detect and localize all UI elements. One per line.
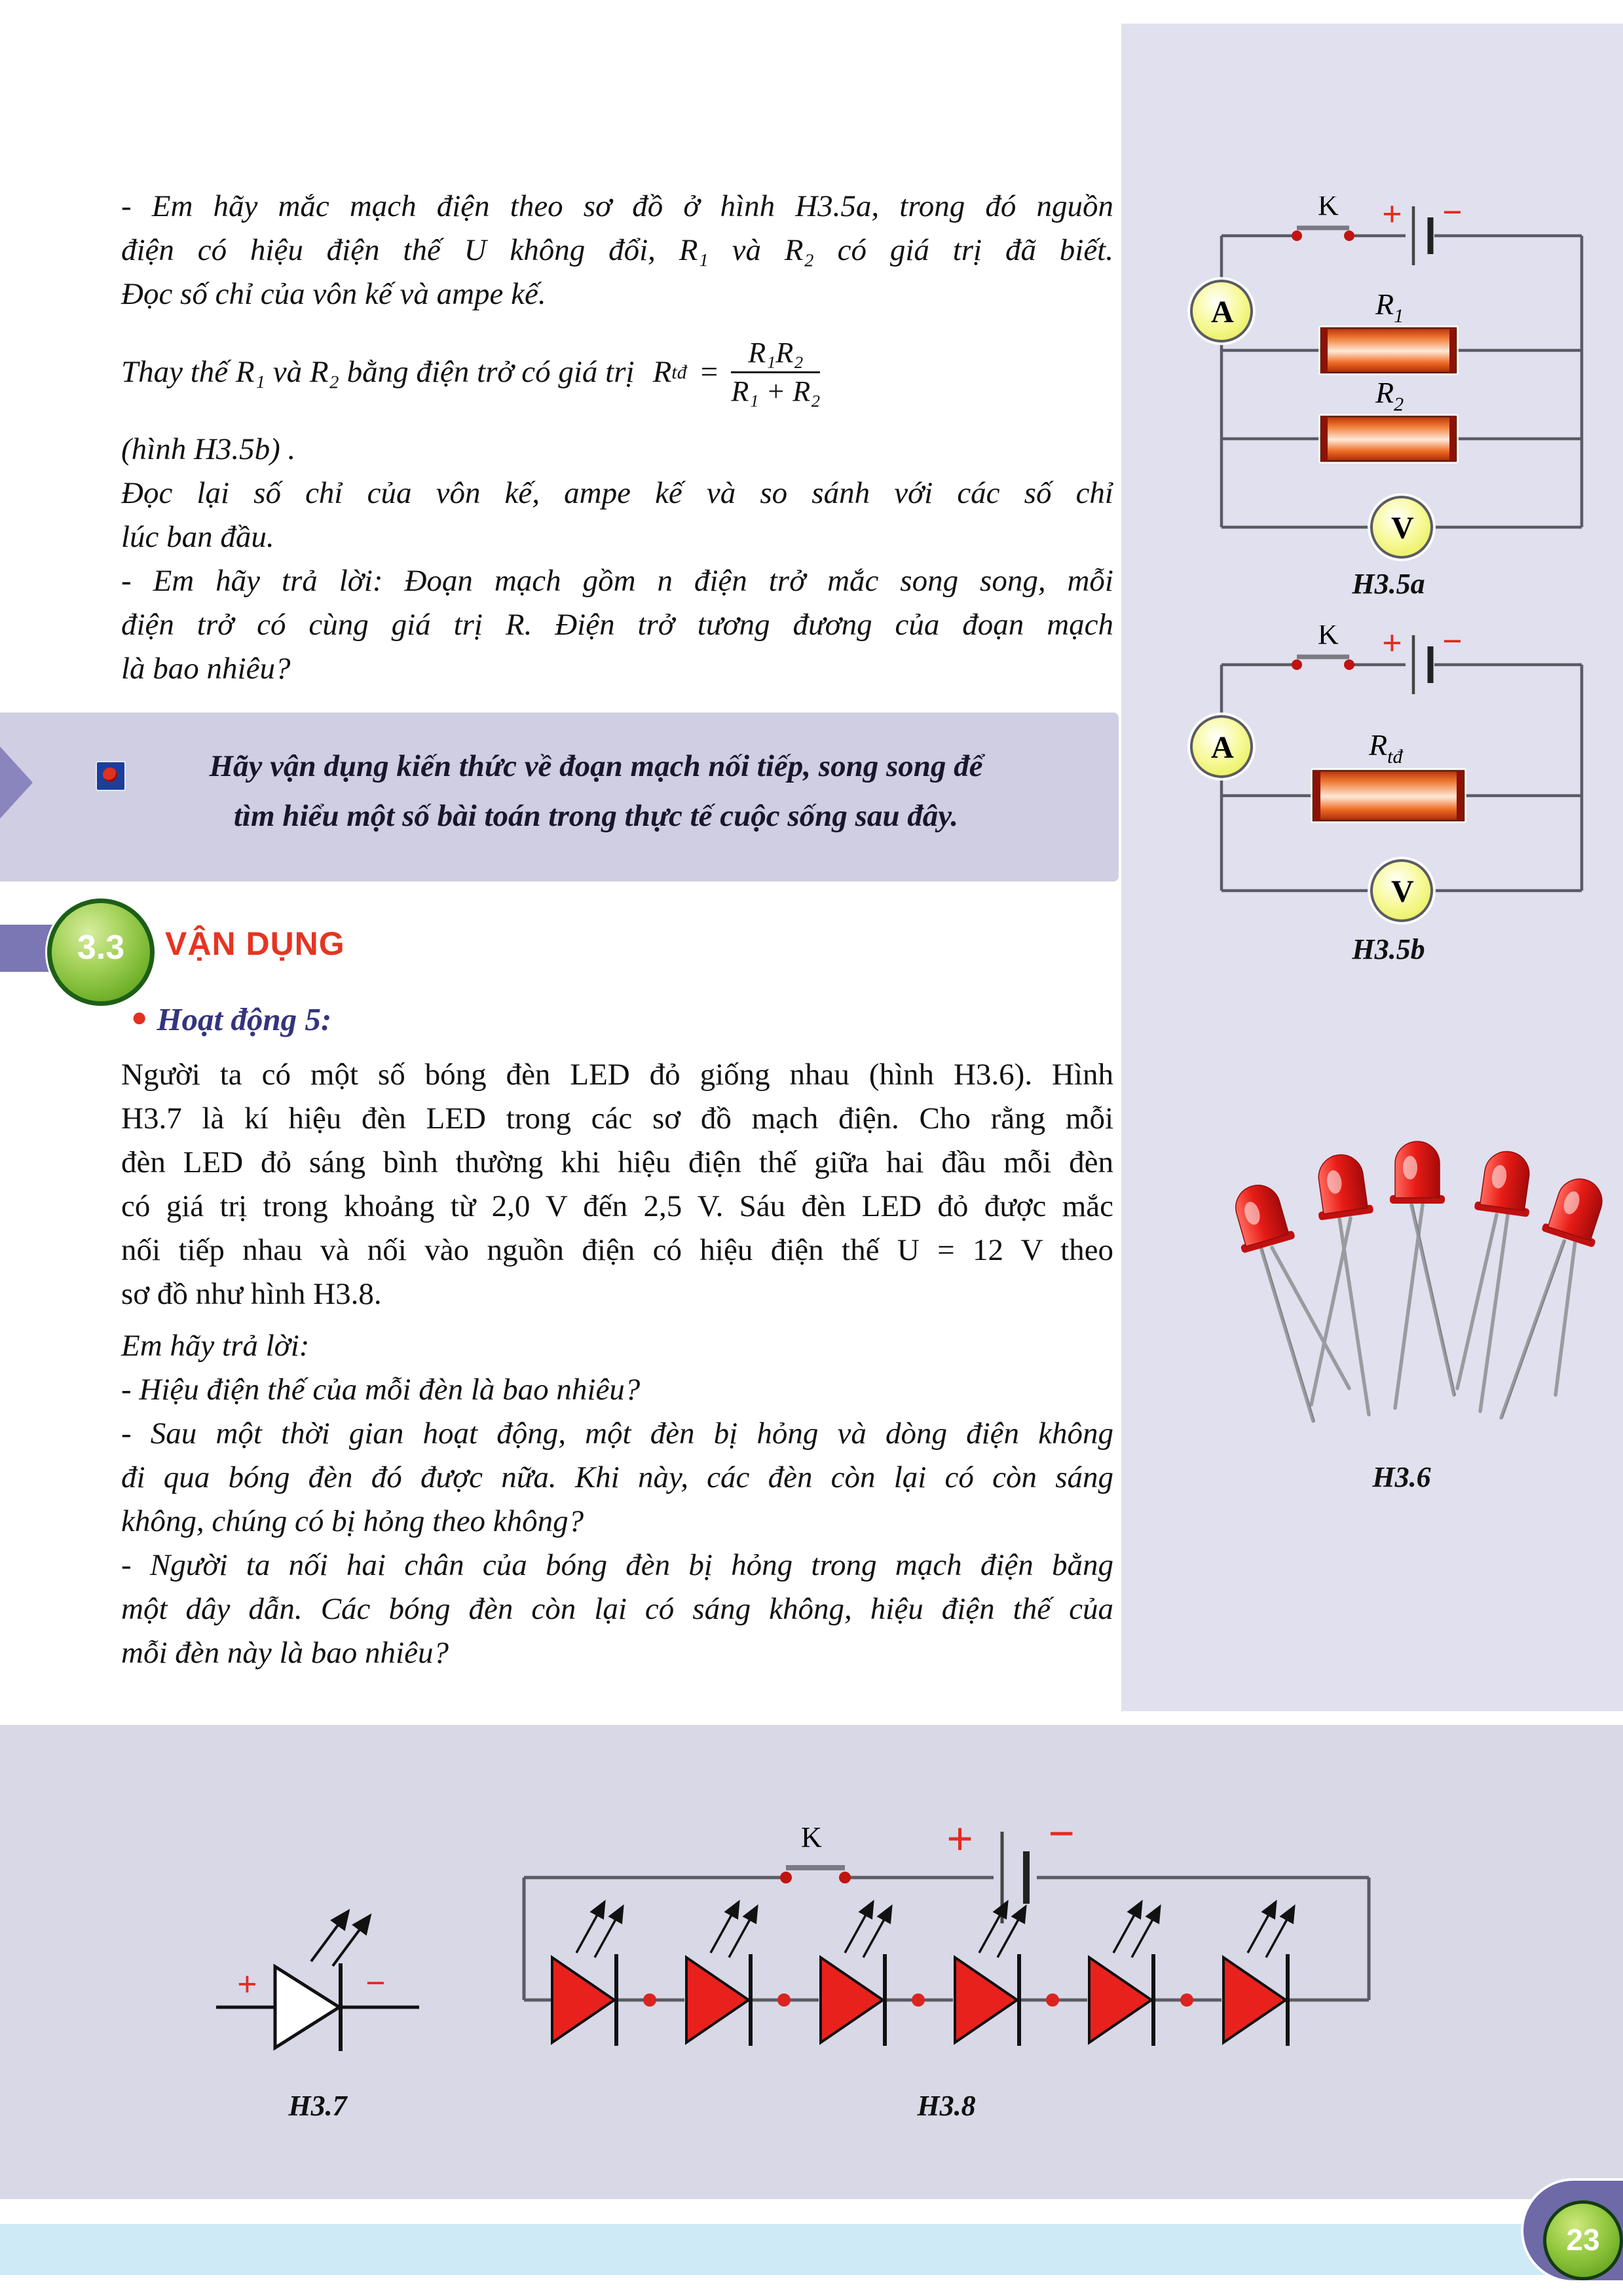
voltmeter-label: V bbox=[1391, 511, 1414, 546]
led-chain bbox=[552, 1902, 1294, 2046]
switch-contact bbox=[1344, 659, 1354, 670]
question-list bbox=[121, 1324, 1113, 1675]
text-line: - Hiệu điện thế của mỗi đèn là bao nhiêu? bbox=[121, 1373, 641, 1407]
battery-plus: + bbox=[1382, 196, 1402, 234]
switch-contact bbox=[1292, 659, 1302, 670]
resistor1-cap bbox=[1449, 328, 1456, 373]
led-symbol bbox=[1089, 1902, 1160, 2046]
text-line: Em hãy trả lời: bbox=[121, 1329, 310, 1363]
fraction-numerator: R₁R₂ bbox=[748, 336, 804, 369]
figure-caption: H3.7 bbox=[288, 2090, 347, 2122]
section-title: VẬN DỤNG bbox=[165, 925, 345, 962]
figure-caption: H3.8 bbox=[917, 2090, 976, 2122]
resistor-cap bbox=[1313, 771, 1320, 821]
banner-line: tìm hiểu một số bài toán trong thực tế cuộc sống sau đây. bbox=[233, 799, 959, 833]
formula-lhs: R bbox=[652, 354, 672, 389]
resistor2-label: $R_2$ bbox=[1375, 376, 1404, 415]
section-number: 3.3 bbox=[77, 929, 125, 967]
text-line: không, chúng có bị hỏng theo không? bbox=[121, 1504, 584, 1538]
page-number: 23 bbox=[1566, 2223, 1600, 2257]
series-led-circuit-h38 bbox=[488, 1796, 1405, 2087]
resistor1 bbox=[1321, 328, 1456, 373]
switch-contact bbox=[780, 1872, 792, 1883]
text-line: Người ta có một số bóng đèn LED đỏ giống nhau (hình H3.6). Hình bbox=[121, 1058, 1113, 1092]
text-line: sơ đồ như hình H3.8. bbox=[121, 1277, 382, 1311]
formula-fraction bbox=[731, 335, 820, 410]
footer-blue-band bbox=[0, 2224, 1623, 2275]
text-line: lúc ban đầu. bbox=[121, 520, 274, 554]
text-line: nối tiếp nhau và nối vào nguồn điện có hiệu điện thế U = 12 V theo bbox=[121, 1233, 1113, 1267]
resistor-td-label: $R_{tđ}$ bbox=[1369, 728, 1403, 768]
text-line: - Em hãy mắc mạch điện theo sơ đồ ở hình H3.5a, trong đó nguồn bbox=[121, 189, 1113, 223]
minus-sign: − bbox=[365, 1963, 386, 2003]
led-symbol bbox=[552, 1902, 623, 2046]
diode-triangle bbox=[275, 1967, 339, 2048]
activity-marker-icon bbox=[96, 761, 126, 791]
text-line: - Em hãy trả lời: Đoạn mạch gồm n điện trở mắc song song, mỗi bbox=[121, 564, 1113, 598]
text-line: mỗi đèn này là bao nhiêu? bbox=[121, 1636, 449, 1670]
led-symbol-h37 bbox=[210, 1886, 426, 2083]
resistor2 bbox=[1321, 417, 1456, 461]
resistor-cap bbox=[1457, 771, 1464, 821]
bullet-icon: ● bbox=[131, 1003, 148, 1033]
figure-caption: H3.6 bbox=[1372, 1461, 1431, 1493]
text-line: đèn LED đỏ sáng bình thường khi hiệu điện thế giữa hai đầu mỗi đèn bbox=[121, 1145, 1113, 1179]
switch-contact bbox=[1344, 231, 1354, 241]
led-symbol bbox=[1223, 1902, 1294, 2046]
intro-paragraph bbox=[121, 185, 1113, 691]
equivalent-resistance-formula bbox=[121, 316, 1113, 428]
switch-label: K bbox=[1318, 196, 1339, 221]
formula-lhs-subscript: tđ bbox=[671, 361, 687, 383]
led bbox=[1311, 1151, 1373, 1221]
led bbox=[1541, 1172, 1605, 1248]
voltmeter-label: V bbox=[1391, 874, 1414, 909]
text-line: điện trở có cùng giá trị R. Điện trở tương đương của đoạn mạch bbox=[121, 608, 1113, 642]
led-photo bbox=[1199, 1107, 1605, 1447]
text-line: Đọc lại số chỉ của vôn kế, ampe kế và so sánh với các số chỉ bbox=[121, 476, 1113, 510]
battery-minus: − bbox=[1048, 1807, 1075, 1860]
text-line: (hình H3.5b) . bbox=[121, 432, 296, 466]
text-line: - Sau một thời gian hoạt động, một đèn bị hỏng và dòng điện không bbox=[121, 1416, 1113, 1451]
formula-prefix: Thay thế R₁ và R₂ bằng điện trở có giá trị bbox=[121, 354, 635, 389]
led bbox=[1474, 1148, 1537, 1217]
switch-label: K bbox=[801, 1821, 822, 1853]
switch-label: K bbox=[1318, 625, 1339, 650]
battery-minus: − bbox=[1442, 625, 1463, 661]
text-line: H3.7 là kí hiệu đèn LED trong các sơ đồ mạch điện. Cho rằng mỗi bbox=[121, 1102, 1113, 1136]
text-line: đi qua bóng đèn đó được nữa. Khi này, các đèn còn lại có còn sáng bbox=[121, 1460, 1113, 1494]
figure-caption: H3.5b bbox=[1352, 933, 1425, 965]
battery-plus: + bbox=[946, 1813, 974, 1865]
led-legs bbox=[1261, 1205, 1575, 1421]
resistor2-cap bbox=[1321, 417, 1328, 461]
text-line: Đọc số chỉ của vôn kế và ampe kế. bbox=[121, 277, 546, 311]
led bbox=[1390, 1141, 1445, 1204]
section-number-badge bbox=[47, 898, 155, 1006]
ammeter-label: A bbox=[1211, 295, 1234, 329]
figure-caption: H3.5a bbox=[1352, 568, 1425, 600]
page-number-badge bbox=[1543, 2200, 1623, 2280]
activity-title: Hoạt động 5: bbox=[157, 1001, 332, 1037]
text-line: là bao nhiêu? bbox=[121, 652, 291, 686]
circuit-diagram-h35b bbox=[1172, 625, 1605, 927]
activity-heading bbox=[131, 1001, 331, 1038]
resistor1-label: $R_1$ bbox=[1375, 287, 1404, 327]
red-dot-icon bbox=[103, 768, 117, 782]
led-symbol bbox=[955, 1902, 1026, 2046]
circuit-diagram-h35a bbox=[1172, 196, 1605, 563]
plus-sign: + bbox=[237, 1965, 257, 2004]
ammeter-label: A bbox=[1211, 730, 1234, 765]
led-symbol bbox=[686, 1902, 757, 2046]
banner-text bbox=[124, 741, 1068, 841]
banner-line: Hãy vận dụng kiến thức về đoạn mạch nối tiếp, song song để bbox=[209, 749, 983, 783]
led-bodies bbox=[1225, 1141, 1605, 1253]
led-symbol bbox=[821, 1902, 891, 2046]
text-line: có giá trị trong khoảng từ 2,0 V đến 2,5 V. Sáu đèn LED đỏ được mắc bbox=[121, 1189, 1113, 1223]
resistor2-cap bbox=[1449, 417, 1456, 461]
switch-contact bbox=[839, 1872, 851, 1883]
resistor1-cap bbox=[1321, 328, 1328, 373]
resistor-td bbox=[1313, 771, 1464, 821]
formula-expression bbox=[653, 335, 821, 410]
equals-sign: = bbox=[698, 354, 720, 389]
fraction-denominator: R₁ + R₂ bbox=[731, 371, 820, 410]
led bbox=[1225, 1179, 1296, 1253]
battery-plus: + bbox=[1382, 625, 1402, 663]
text-line: điện có hiệu điện thế U không đổi, R₁ và R₂ có giá trị đã biết. bbox=[121, 233, 1113, 267]
text-line: một dây dẫn. Các bóng đèn còn lại có sáng không, hiệu điện thế của bbox=[121, 1592, 1113, 1626]
circuit-wires bbox=[1222, 236, 1582, 527]
battery-minus: − bbox=[1442, 196, 1463, 232]
switch-contact bbox=[1292, 231, 1302, 241]
text-line: - Người ta nối hai chân của bóng đèn bị hỏng trong mạch điện bằng bbox=[121, 1548, 1113, 1582]
activity-paragraph bbox=[121, 1053, 1113, 1316]
